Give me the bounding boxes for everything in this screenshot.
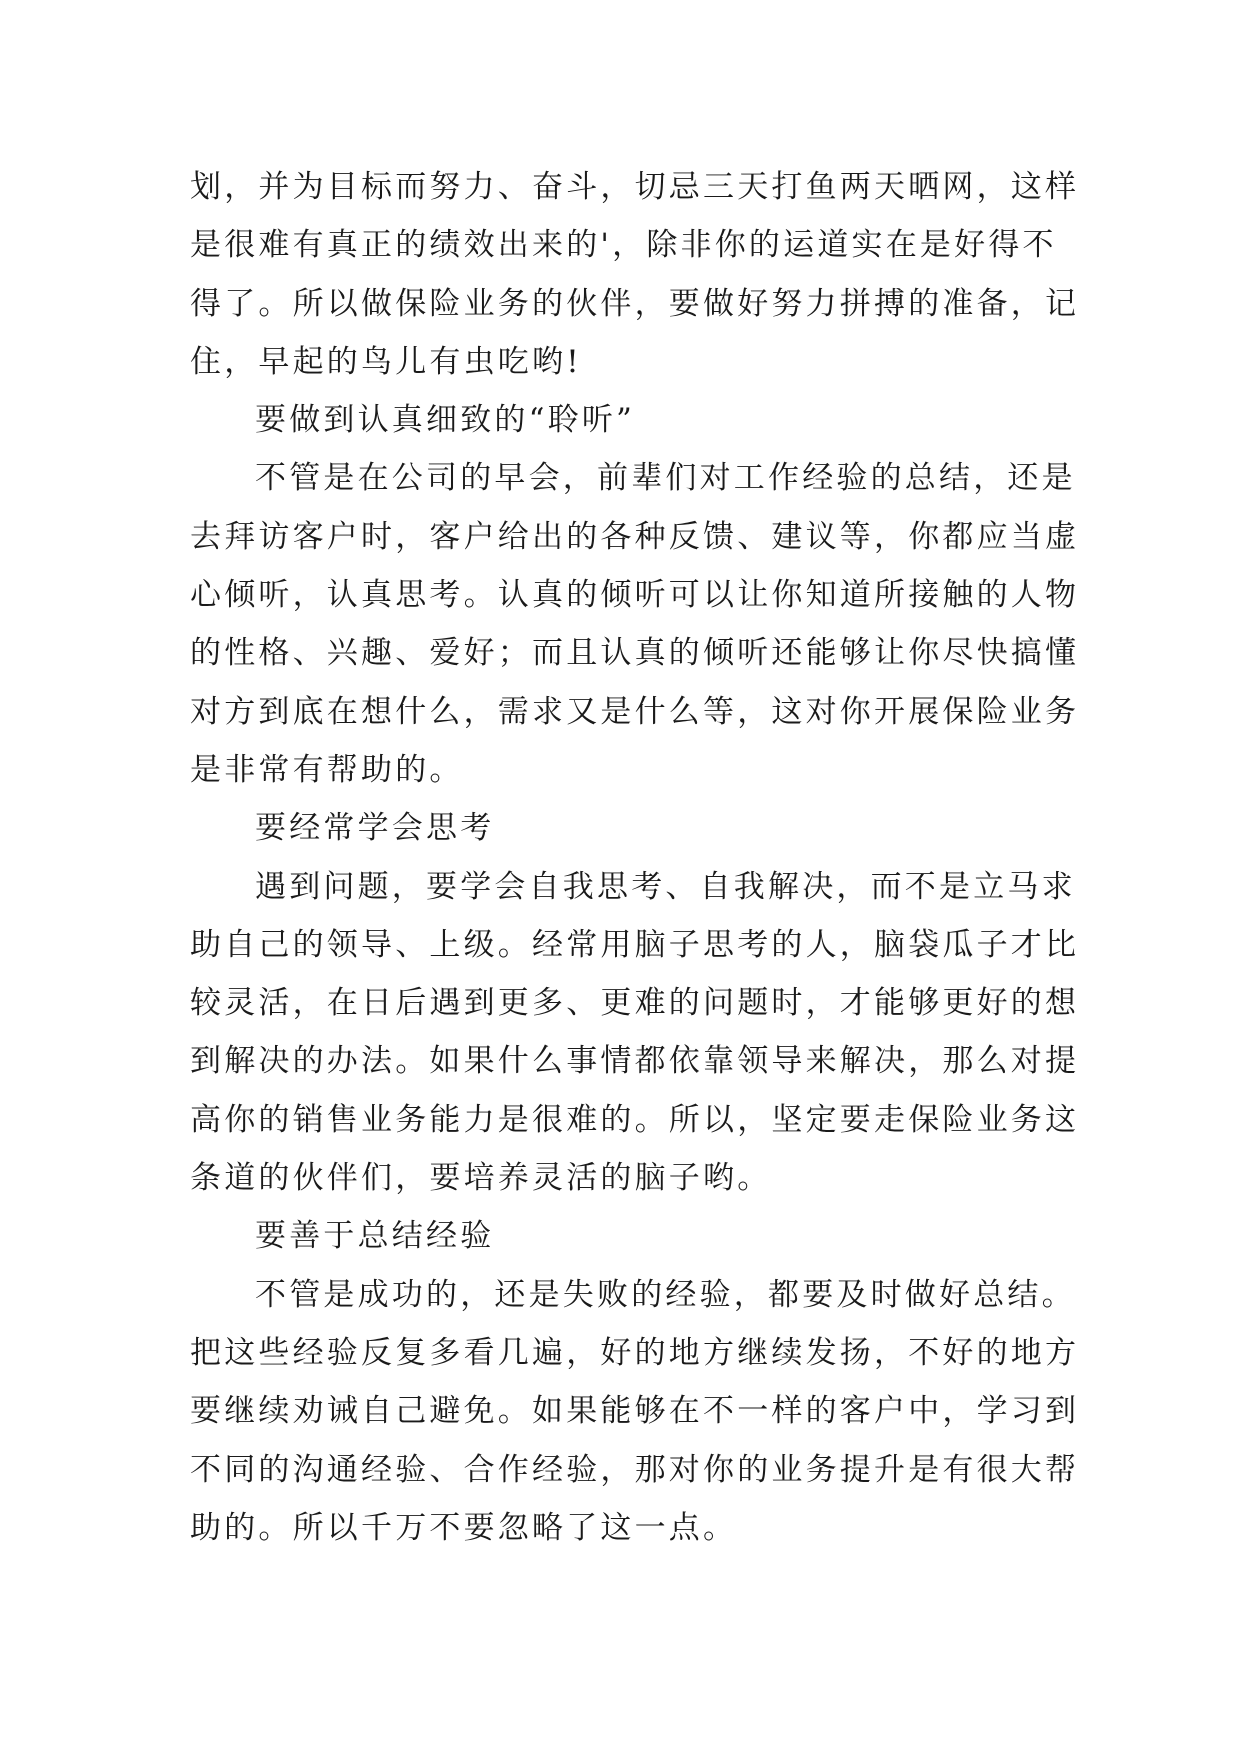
text-line: 较灵活，在日后遇到更多、更难的问题时，才能够更好的想 (190, 985, 1080, 1022)
text-line: 遇到问题，要学会自我思考、自我解决，而不是立马求 (255, 868, 1076, 905)
text-line: 条道的伙伴们，要培养灵活的脑子哟。 (190, 1160, 772, 1197)
text-line: 不同的沟通经验、合作经验，那对你的业务提升是有很大帮 (190, 1451, 1080, 1488)
text-line: 高你的销售业务能力是很难的。所以，坚定要走保险业务这 (190, 1101, 1080, 1138)
text-line: 划，并为目标而努力、奋斗，切忌三天打鱼两天晒网，这样 (190, 169, 1080, 205)
text-line: 不管是成功的，还是失败的经验，都要及时做好总结。 (255, 1276, 1076, 1313)
text-line: 是很难有真正的绩效出来的'，除非你的运道实在是好得不 (190, 227, 1057, 264)
text-line: 把这些经验反复多看几遍，好的地方继续发扬，不好的地方 (190, 1334, 1080, 1371)
text-line: 要继续劝诫自己避免。如果能够在不一样的客户中，学习到 (190, 1393, 1080, 1430)
text-line: 到解决的办法。如果什么事情都依靠领导来解决，那么对提 (190, 1043, 1080, 1080)
body-text (190, 158, 1080, 1557)
text-line: 是非常有帮助的。 (190, 751, 464, 788)
text-line: 的性格、兴趣、爱好；而且认真的倾听还能够让你尽快搞懂 (190, 635, 1080, 672)
text-line: 住，早起的鸟儿有虫吃哟! (190, 343, 582, 380)
section-heading: 要经常学会思考 (255, 810, 495, 847)
text-line: 对方到底在想什么，需求又是什么等，这对你开展保险业务 (190, 693, 1080, 730)
text-line: 不管是在公司的早会，前辈们对工作经验的总结，还是 (255, 460, 1076, 497)
text-line: 去拜访客户时，客户给出的各种反馈、建议等，你都应当虚 (190, 518, 1080, 555)
text-line: 助自己的领导、上级。经常用脑子思考的人，脑袋瓜子才比 (190, 926, 1080, 963)
text-line: 心倾听，认真思考。认真的倾听可以让你知道所接触的人物 (190, 577, 1080, 614)
section-heading: 要善于总结经验 (255, 1218, 495, 1255)
text-line: 助的。所以千万不要忽略了这一点。 (190, 1509, 738, 1546)
section-heading: 要做到认真细致的“聆听” (255, 402, 636, 439)
text-line: 得了。所以做保险业务的伙伴，要做好努力拼搏的准备，记 (190, 285, 1080, 322)
